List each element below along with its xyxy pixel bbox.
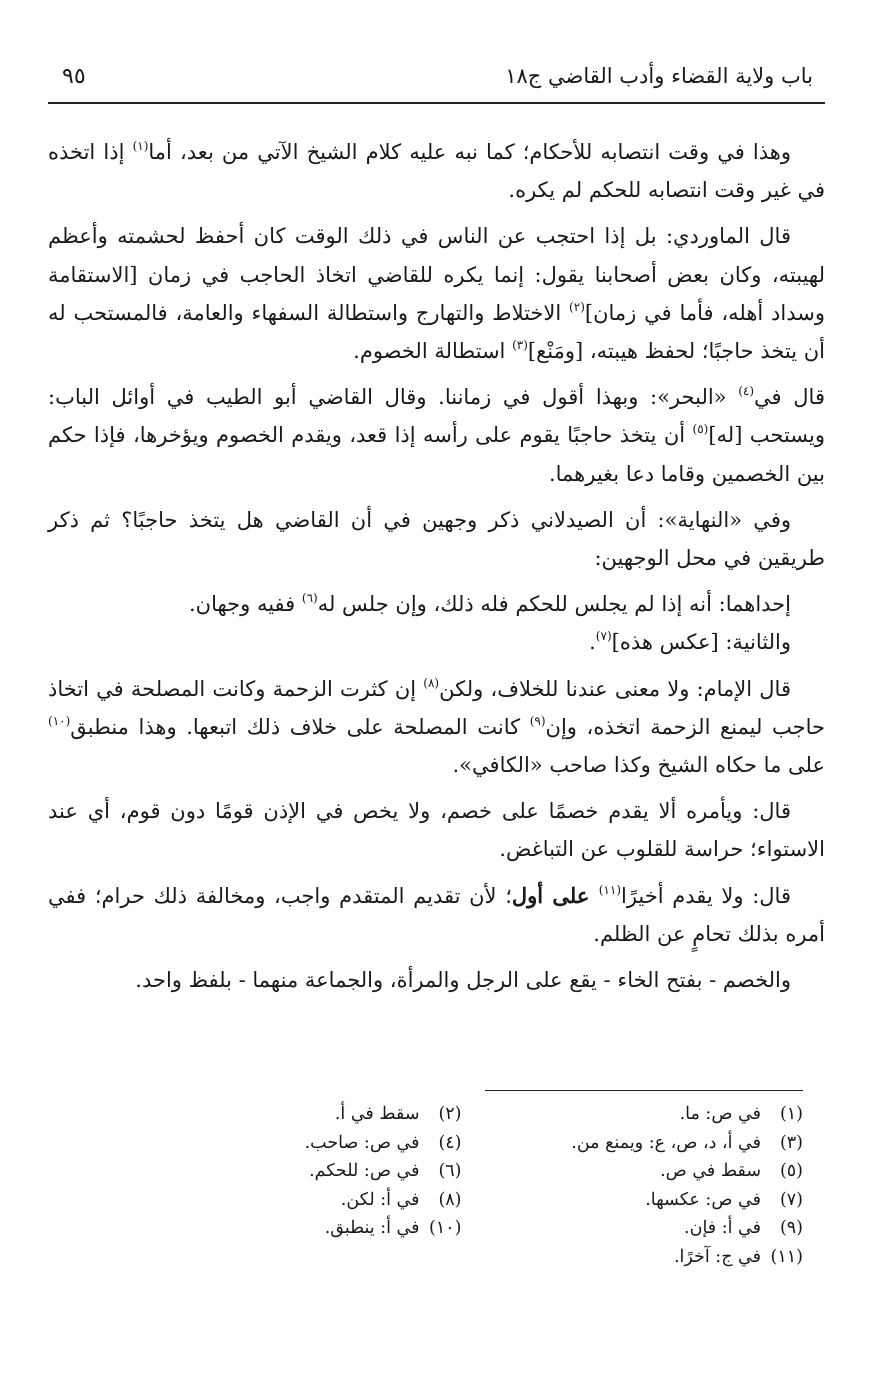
header-rule bbox=[48, 102, 825, 104]
running-header bbox=[48, 58, 825, 98]
footnote-ref[interactable]: (٩) bbox=[529, 713, 546, 728]
footnote-ref[interactable]: (١١) bbox=[598, 882, 621, 897]
page-number: ٩٥ bbox=[62, 64, 86, 89]
footnote: (٨)في أ: لكن. bbox=[340, 1189, 462, 1210]
footnote-ref[interactable]: (٢) bbox=[569, 299, 585, 314]
paragraph: إحداهما: أنه إذا لم يجلس للحكم فله ذلك، وإن جلس له$^{(٦)}$ ففيه وجهان. bbox=[188, 591, 791, 617]
footnote-ref[interactable]: (١) bbox=[132, 139, 149, 153]
paragraph: قال: ويأمره ألا يقدم خصمًا على خصم، ولا يخص في الإذن قومًا دون قوم، أي عند الاستواء؛ حراسة للقلوب عن التباغض. bbox=[48, 799, 825, 862]
paragraph: والخصم - بفتح الخاء - يقع على الرجل والمرأة، والجماعة منهما - بلفظ واحد. bbox=[135, 968, 791, 993]
footnote-ref[interactable]: (٦) bbox=[301, 591, 318, 606]
footnote-ref[interactable]: (٤) bbox=[738, 384, 755, 399]
paragraph: قال الماوردي: بل إذا احتجب عن الناس في ذلك الوقت كان أحفظ لحشمته وأعظم لهيبته، وكان بعض أصحابنا يقول: إنما يكره للقاضي اتخاذ الحاجب في زمان [الاستقامة وسداد أهله، فأما في زمان]$^{(٢)}$ الاختلاط والتهارج واستطالة السفهاء والعامة، فالمستحب له أن يتخذ حاجبًا؛ لحفظ هيبته، [ومَنْع]$^{(٣)}$ استطالة الخصوم. bbox=[48, 224, 825, 364]
footnote: (١)في ص: ما. bbox=[679, 1104, 803, 1124]
footnote: (٩)في أ: فإن. bbox=[684, 1218, 803, 1238]
footnote-ref[interactable]: (٧) bbox=[595, 629, 612, 644]
footnote-ref[interactable]: (٣) bbox=[512, 338, 528, 353]
footnote-ref[interactable]: (١٠) bbox=[48, 713, 71, 728]
paragraph: قال في$^{(٤)}$ «البحر»: وبهذا أقول في زماننا. وقال القاضي أبو الطيب في أوائل الباب: ويستحب [له]$^{(٥)}$ أن يتخذ حاجبًا يقوم على رأسه إذا قعد، ويقدم الخصوم ويؤخرها، فإذا حكم بين الخصمين وقاما دعا بغيرهما. bbox=[48, 384, 826, 486]
footnotes bbox=[140, 1100, 803, 1271]
footnote: (٢)سقط في أ. bbox=[334, 1104, 462, 1124]
paragraph: وفي «النهاية»: أن الصيدلاني ذكر وجهين في أن القاضي هل يتخذ حاجبًا؟ ثم ذكر طريقين في محل الوجهين: bbox=[48, 507, 825, 571]
footnote-ref[interactable]: (٨) bbox=[423, 675, 440, 690]
paragraph: قال: ولا يقدم أخيرًا$^{(١١)}$ على أول؛ لأن تقديم المتقدم واجب، ومخالفة ذلك حرام؛ ففي أمره بذلك تحامٍ عن الظلم. bbox=[48, 882, 825, 946]
footnote: (١٠)في أ: ينطبق. bbox=[324, 1218, 462, 1238]
running-title: باب ولاية القضاء وأدب القاضي ج١٨ bbox=[505, 64, 813, 88]
footnote: (٥)سقط في ص. bbox=[660, 1161, 803, 1181]
footnote: (٣)في أ، د، ص، ع: ويمنع من. bbox=[571, 1132, 803, 1153]
footnote: (٤)في ص: صاحب. bbox=[304, 1132, 462, 1153]
footnote: (٧)في ص: عكسها. bbox=[645, 1189, 803, 1210]
footnote: (٦)في ص: للحكم. bbox=[309, 1161, 462, 1181]
footnote: (١١)في ج: آخرًا. bbox=[673, 1246, 803, 1267]
paragraph: قال الإمام: ولا معنى عندنا للخلاف، ولكن$^{(٨)}$ إن كثرت الزحمة وكانت المصلحة في اتخاذ حاجب ليمنع الزحمة اتخذه، وإن$^{(٩)}$ كانت المصلحة على خلاف ذلك اتبعها. وهذا منطبق$^{(١٠)}$ على ما حكاه الشيخ وكذا صاحب «الكافي». bbox=[48, 675, 825, 778]
paragraph: والثانية: [عكس هذه]$^{(٧)}$. bbox=[589, 629, 791, 655]
paragraph: وهذا في وقت انتصابه للأحكام؛ كما نبه عليه كلام الشيخ الآتي من بعد، أما$^{(١)}$ إذا اتخذه في غير وقت انتصابه للحكم لم يكره. bbox=[48, 139, 825, 203]
footnote-ref[interactable]: (٥) bbox=[692, 422, 709, 437]
main-text bbox=[48, 133, 825, 1007]
footnote-separator bbox=[485, 1090, 803, 1091]
